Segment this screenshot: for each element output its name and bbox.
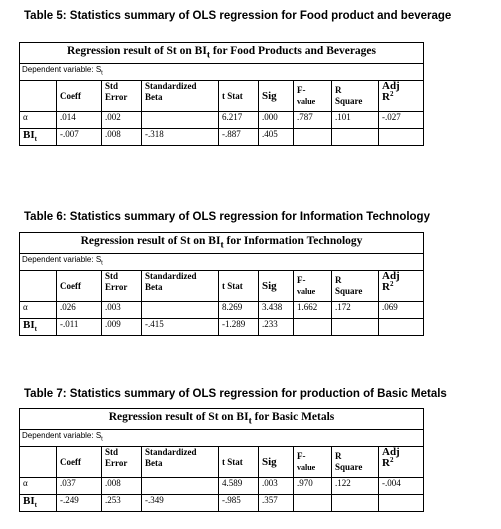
table-title: Regression result of St on $BI_t$ for Information Technology: [20, 233, 424, 254]
cell-coeff: -.249: [57, 494, 102, 511]
header-std-error: Std Error: [102, 270, 142, 301]
cell-t-stat: -.887: [219, 128, 259, 145]
cell-coeff: .014: [57, 111, 102, 128]
cell-f-value: .970: [294, 477, 332, 494]
row-label: α: [20, 301, 57, 318]
header-sig: Sig: [259, 270, 294, 301]
header-r-square: R Square: [332, 270, 379, 301]
table-row: [20, 318, 424, 335]
cell-sig: .233: [259, 318, 294, 335]
table-caption: Table 5: Statistics summary of OLS regression for Food product and beverage: [24, 10, 452, 22]
cell-f-value: 1.662: [294, 301, 332, 318]
regression-table: [19, 42, 424, 146]
header-t-stat: t Stat: [219, 80, 259, 111]
header-f-value: F- value: [294, 446, 332, 477]
dependent-variable-label: Dependent variable: $S_t$: [20, 430, 424, 447]
cell-adj-r-square: -.027: [379, 111, 424, 128]
header-row: [20, 446, 424, 477]
header-f-value: F- value: [294, 80, 332, 111]
header-standardized-beta: Standardized Beta: [142, 446, 219, 477]
cell-t-stat: -.985: [219, 494, 259, 511]
header-coeff: Coeff: [57, 270, 102, 301]
header-blank: [20, 80, 57, 111]
cell-r-square: .101: [332, 111, 379, 128]
table-caption: Table 7: Statistics summary of OLS regression for production of Basic Metals: [24, 388, 447, 400]
cell-std-error: .253: [102, 494, 142, 511]
row-label: $BI_t$: [20, 494, 57, 511]
table-row: [20, 128, 424, 145]
regression-table: [19, 232, 424, 336]
cell-std-error: .009: [102, 318, 142, 335]
dependent-variable-label: Dependent variable: $S_t$: [20, 254, 424, 271]
cell-coeff: -.007: [57, 128, 102, 145]
cell-sig: .357: [259, 494, 294, 511]
header-standardized-beta: Standardized Beta: [142, 80, 219, 111]
header-f-value: F- value: [294, 270, 332, 301]
header-coeff: Coeff: [57, 80, 102, 111]
header-blank: [20, 446, 57, 477]
header-adj-r-square: Adj $R^2$: [379, 446, 424, 477]
cell-std-error: .008: [102, 128, 142, 145]
cell-f-value: [294, 128, 332, 145]
cell-sig: .405: [259, 128, 294, 145]
cell-std-beta: [142, 111, 219, 128]
cell-coeff: -.011: [57, 318, 102, 335]
table-title: Regression result of St on $BI_t$ for Food Products and Beverages: [20, 43, 424, 64]
cell-coeff: .037: [57, 477, 102, 494]
cell-std-beta: [142, 477, 219, 494]
header-adj-r-square: Adj $R^2$: [379, 80, 424, 111]
cell-r-square: .122: [332, 477, 379, 494]
row-label: $BI_t$: [20, 128, 57, 145]
row-label: α: [20, 477, 57, 494]
cell-f-value: [294, 318, 332, 335]
regression-table: [19, 408, 424, 512]
dependent-variable-label: Dependent variable: $S_t$: [20, 64, 424, 81]
table-row: [20, 477, 424, 494]
cell-r-square: .172: [332, 301, 379, 318]
cell-coeff: .026: [57, 301, 102, 318]
header-t-stat: t Stat: [219, 270, 259, 301]
cell-adj-r-square: -.004: [379, 477, 424, 494]
cell-sig: 3.438: [259, 301, 294, 318]
row-label: α: [20, 111, 57, 128]
cell-std-beta: [142, 301, 219, 318]
table-row: [20, 494, 424, 511]
cell-f-value: .787: [294, 111, 332, 128]
cell-sig: .003: [259, 477, 294, 494]
cell-t-stat: 4.589: [219, 477, 259, 494]
cell-adj-r-square: .069: [379, 301, 424, 318]
header-row: [20, 270, 424, 301]
cell-std-error: .008: [102, 477, 142, 494]
header-std-error: Std Error: [102, 446, 142, 477]
cell-t-stat: -1.289: [219, 318, 259, 335]
header-standardized-beta: Standardized Beta: [142, 270, 219, 301]
cell-r-square: [332, 494, 379, 511]
table-title: Regression result of St on $BI_t$ for Basic Metals: [20, 409, 424, 430]
header-adj-r-square: Adj $R^2$: [379, 270, 424, 301]
cell-f-value: [294, 494, 332, 511]
header-row: [20, 80, 424, 111]
cell-r-square: [332, 318, 379, 335]
cell-std-error: .003: [102, 301, 142, 318]
table-caption: Table 6: Statistics summary of OLS regression for Information Technology: [24, 211, 430, 223]
header-t-stat: t Stat: [219, 446, 259, 477]
cell-r-square: [332, 128, 379, 145]
cell-std-beta: -.415: [142, 318, 219, 335]
row-label: $BI_t$: [20, 318, 57, 335]
header-sig: Sig: [259, 446, 294, 477]
cell-sig: .000: [259, 111, 294, 128]
cell-adj-r-square: [379, 494, 424, 511]
header-r-square: R Square: [332, 446, 379, 477]
header-r-square: R Square: [332, 80, 379, 111]
cell-std-error: .002: [102, 111, 142, 128]
cell-std-beta: -.349: [142, 494, 219, 511]
cell-t-stat: 8.269: [219, 301, 259, 318]
table-row: [20, 111, 424, 128]
cell-std-beta: -.318: [142, 128, 219, 145]
header-std-error: Std Error: [102, 80, 142, 111]
cell-adj-r-square: [379, 128, 424, 145]
header-blank: [20, 270, 57, 301]
header-coeff: Coeff: [57, 446, 102, 477]
table-row: [20, 301, 424, 318]
cell-adj-r-square: [379, 318, 424, 335]
header-sig: Sig: [259, 80, 294, 111]
cell-t-stat: 6.217: [219, 111, 259, 128]
